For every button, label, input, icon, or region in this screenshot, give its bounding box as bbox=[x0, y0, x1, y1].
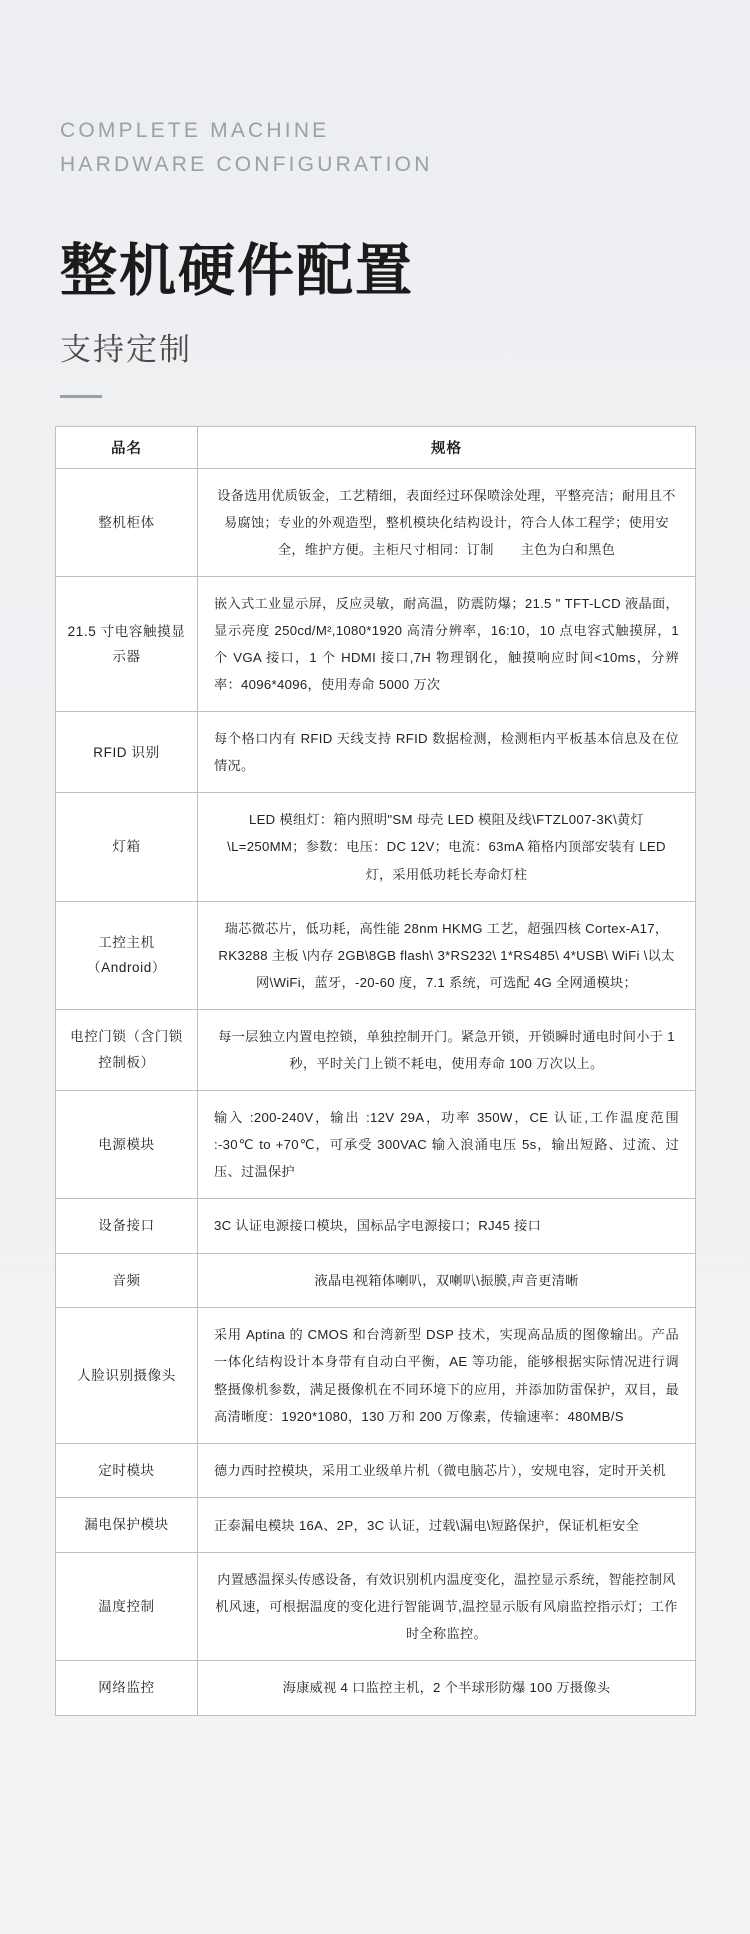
spec-name-cell: 定时模块 bbox=[56, 1443, 198, 1498]
title-divider bbox=[60, 395, 102, 398]
page-header bbox=[0, 0, 750, 398]
spec-value-cell: 设备选用优质钣金，工艺精细，表面经过环保喷涂处理，平整亮洁；耐用且不易腐蚀；专业的外观造型，整机模块化结构设计，符合人体工程学；使用安全，维护方便。主柜尺寸相同：订制 主色为白和黑色 bbox=[198, 468, 696, 576]
spec-name-cell: 工控主机（Android） bbox=[56, 901, 198, 1009]
spec-name-cell: 人脸识别摄像头 bbox=[56, 1308, 198, 1443]
table-row bbox=[56, 468, 696, 576]
eyebrow-line-2: HARDWARE CONFIGURATION bbox=[60, 153, 433, 176]
spec-name-cell: 音频 bbox=[56, 1253, 198, 1308]
spec-value-cell: 海康威视 4 口监控主机，2 个半球形防爆 100 万摄像头 bbox=[198, 1661, 696, 1716]
table-row bbox=[56, 1199, 696, 1254]
table-row bbox=[56, 1661, 696, 1716]
spec-value-cell: 内置感温探头传感设备，有效识别机内温度变化，温控显示系统，智能控制风机风速，可根据温度的变化进行智能调节,温控显示版有风扇监控指示灯；工作时全称监控。 bbox=[198, 1552, 696, 1660]
spec-table-wrapper bbox=[55, 426, 695, 1716]
table-row bbox=[56, 1090, 696, 1198]
spec-value-cell: 输入 :200-240V，输出 :12V 29A，功率 350W，CE 认证,工作温度范围 :-30℃ to +70℃，可承受 300VAC 输入浪涌电压 5s，输出短路、过流、过压、过温保护 bbox=[198, 1090, 696, 1198]
spec-name-cell: RFID 识别 bbox=[56, 712, 198, 793]
table-row bbox=[56, 1009, 696, 1090]
table-row bbox=[56, 712, 696, 793]
eyebrow-line-1: COMPLETE MACHINE bbox=[60, 119, 330, 142]
spec-name-cell: 21.5 寸电容触摸显示器 bbox=[56, 577, 198, 712]
spec-name-cell: 设备接口 bbox=[56, 1199, 198, 1254]
column-header-name: 品名 bbox=[56, 426, 198, 468]
spec-name-cell: 整机柜体 bbox=[56, 468, 198, 576]
table-row bbox=[56, 1308, 696, 1443]
spec-value-cell: 瑞芯微芯片，低功耗，高性能 28nm HKMG 工艺，超强四核 Cortex-A17，RK3288 主板 \内存 2GB\8GB flash\ 3*RS232\ 1*RS485\ 4*USB\ WiFi \以太网\WiFi，蓝牙，-20-60 度，7.1 系统，可选配 4G 全网通模块； bbox=[198, 901, 696, 1009]
spec-name-cell: 网络监控 bbox=[56, 1661, 198, 1716]
table-row bbox=[56, 577, 696, 712]
spec-name-cell: 温度控制 bbox=[56, 1552, 198, 1660]
table-row bbox=[56, 1552, 696, 1660]
table-row bbox=[56, 901, 696, 1009]
table-header-row bbox=[56, 426, 696, 468]
spec-value-cell: 嵌入式工业显示屏，反应灵敏，耐高温，防震防爆；21.5 " TFT-LCD 液晶面，显示亮度 250cd/M²,1080*1920 高清分辨率，16:10，10 点电容式触摸屏，1 个 VGA 接口，1 个 HDMI 接口,7H 物理钢化，触摸响应时间<10ms，分辨率：4096*4096，使用寿命 5000 万次 bbox=[198, 577, 696, 712]
eyebrow-text bbox=[60, 80, 750, 216]
spec-name-cell: 漏电保护模块 bbox=[56, 1498, 198, 1553]
spec-value-cell: 正泰漏电模块 16A、2P，3C 认证，过载\漏电\短路保护，保证机柜安全 bbox=[198, 1498, 696, 1553]
spec-table bbox=[55, 426, 696, 1716]
spec-value-cell: 每一层独立内置电控锁，单独控制开门。紧急开锁，开锁瞬时通电时间小于 1 秒，平时关门上锁不耗电，使用寿命 100 万次以上。 bbox=[198, 1009, 696, 1090]
spec-name-cell: 灯箱 bbox=[56, 793, 198, 901]
spec-table-head bbox=[56, 426, 696, 468]
table-row bbox=[56, 793, 696, 901]
spec-name-cell: 电控门锁（含门锁控制板） bbox=[56, 1009, 198, 1090]
spec-value-cell: LED 模组灯：箱内照明"SM 母壳 LED 模阻及线\FTZL007-3K\黄灯\L=250MM；参数：电压：DC 12V；电流：63mA 箱格内顶部安装有 LED 灯，采用低功耗长寿命灯柱 bbox=[198, 793, 696, 901]
spec-value-cell: 3C 认证电源接口模块，国标品字电源接口；RJ45 接口 bbox=[198, 1199, 696, 1254]
table-row bbox=[56, 1253, 696, 1308]
table-row bbox=[56, 1498, 696, 1553]
spec-table-body bbox=[56, 468, 696, 1715]
column-header-spec: 规格 bbox=[198, 426, 696, 468]
spec-value-cell: 每个格口内有 RFID 天线支持 RFID 数据检测，检测柜内平板基本信息及在位情况。 bbox=[198, 712, 696, 793]
spec-name-cell: 电源模块 bbox=[56, 1090, 198, 1198]
spec-value-cell: 采用 Aptina 的 CMOS 和台湾新型 DSP 技术，实现高品质的图像输出。产品一体化结构设计本身带有自动白平衡，AE 等功能，能够根据实际情况进行调整摄像机参数，满足摄像机在不同环境下的应用，并添加防雷保护，双目，最高清晰度：1920*1080，130 万和 200 万像素，传输速率：480MB/S bbox=[198, 1308, 696, 1443]
page-title: 整机硬件配置 bbox=[60, 239, 414, 303]
page-subtitle: 支持定制 bbox=[60, 331, 192, 367]
spec-value-cell: 液晶电视箱体喇叭，双喇叭\振膜,声音更清晰 bbox=[198, 1253, 696, 1308]
spec-value-cell: 德力西时控模块，采用工业级单片机（微电脑芯片），安规电容，定时开关机 bbox=[198, 1443, 696, 1498]
table-row bbox=[56, 1443, 696, 1498]
